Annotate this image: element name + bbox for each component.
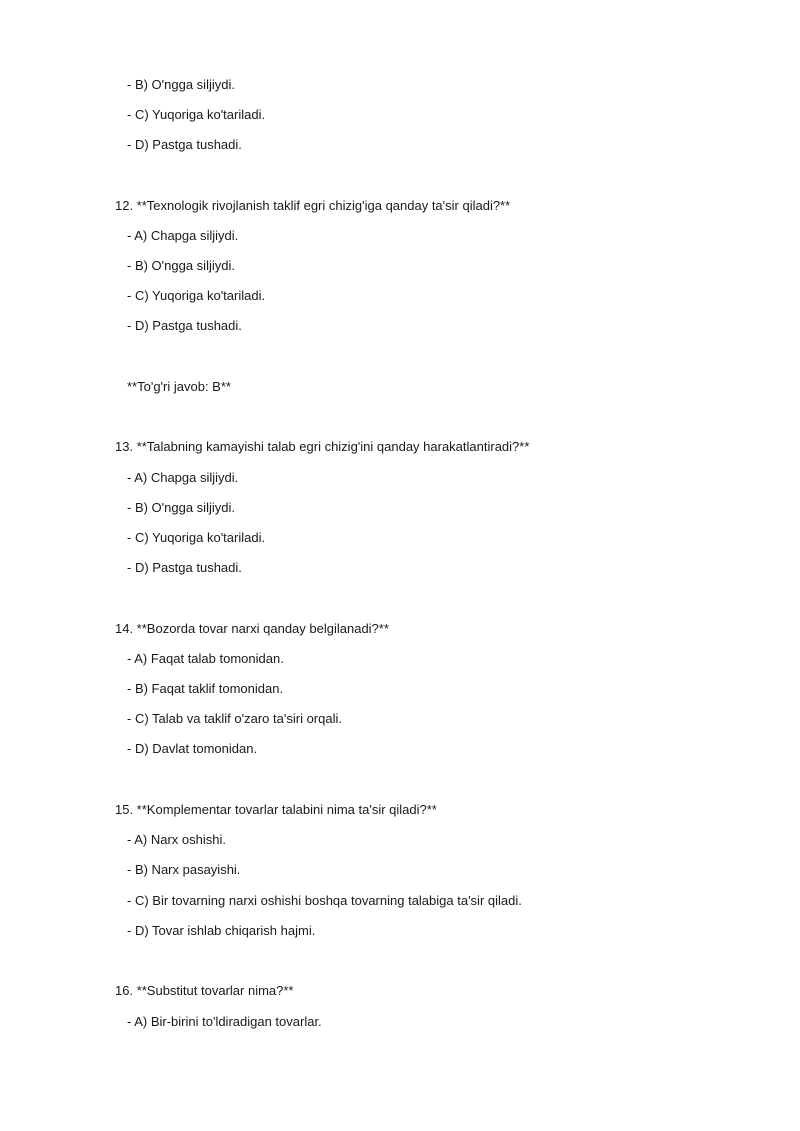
option-b: - B) O'ngga siljiydi. [127,77,235,92]
question-13: 13. **Talabning kamayishi talab egri chizig'ini qanday harakatlantiradi?** [115,439,530,454]
question-15: 15. **Komplementar tovarlar talabini nima ta'sir qiladi?** [115,802,437,817]
question-16: 16. **Substitut tovarlar nima?** [115,983,294,998]
option-a: - A) Chapga siljiydi. [127,228,239,243]
option-b: - B) O'ngga siljiydi. [127,500,235,515]
option-c: - C) Yuqoriga ko'tariladi. [127,107,266,122]
option-c: - C) Bir tovarning narxi oshishi boshqa tovarning talabiga ta'sir qiladi. [127,893,522,908]
option-c: - C) Yuqoriga ko'tariladi. [127,288,266,303]
option-b: - B) Narx pasayishi. [127,862,241,877]
question-14: 14. **Bozorda tovar narxi qanday belgilanadi?** [115,621,389,636]
option-a: - A) Chapga siljiydi. [127,470,239,485]
option-c: - C) Yuqoriga ko'tariladi. [127,530,266,545]
option-d: - D) Tovar ishlab chiqarish hajmi. [127,923,316,938]
option-a: - A) Narx oshishi. [127,832,226,847]
option-d: - D) Davlat tomonidan. [127,741,258,756]
option-a: - A) Bir-birini to'ldiradigan tovarlar. [127,1014,322,1029]
option-c: - C) Talab va taklif o'zaro ta'siri orqali. [127,711,342,726]
option-b: - B) O'ngga siljiydi. [127,258,235,273]
option-b: - B) Faqat taklif tomonidan. [127,681,284,696]
option-d: - D) Pastga tushadi. [127,137,242,152]
question-12: 12. **Texnologik rivojlanish taklif egri chizig'iga qanday ta'sir qiladi?** [115,198,511,213]
correct-answer: **To'g'ri javob: B** [127,379,231,394]
option-a: - A) Faqat talab tomonidan. [127,651,284,666]
option-d: - D) Pastga tushadi. [127,560,242,575]
option-d: - D) Pastga tushadi. [127,318,242,333]
